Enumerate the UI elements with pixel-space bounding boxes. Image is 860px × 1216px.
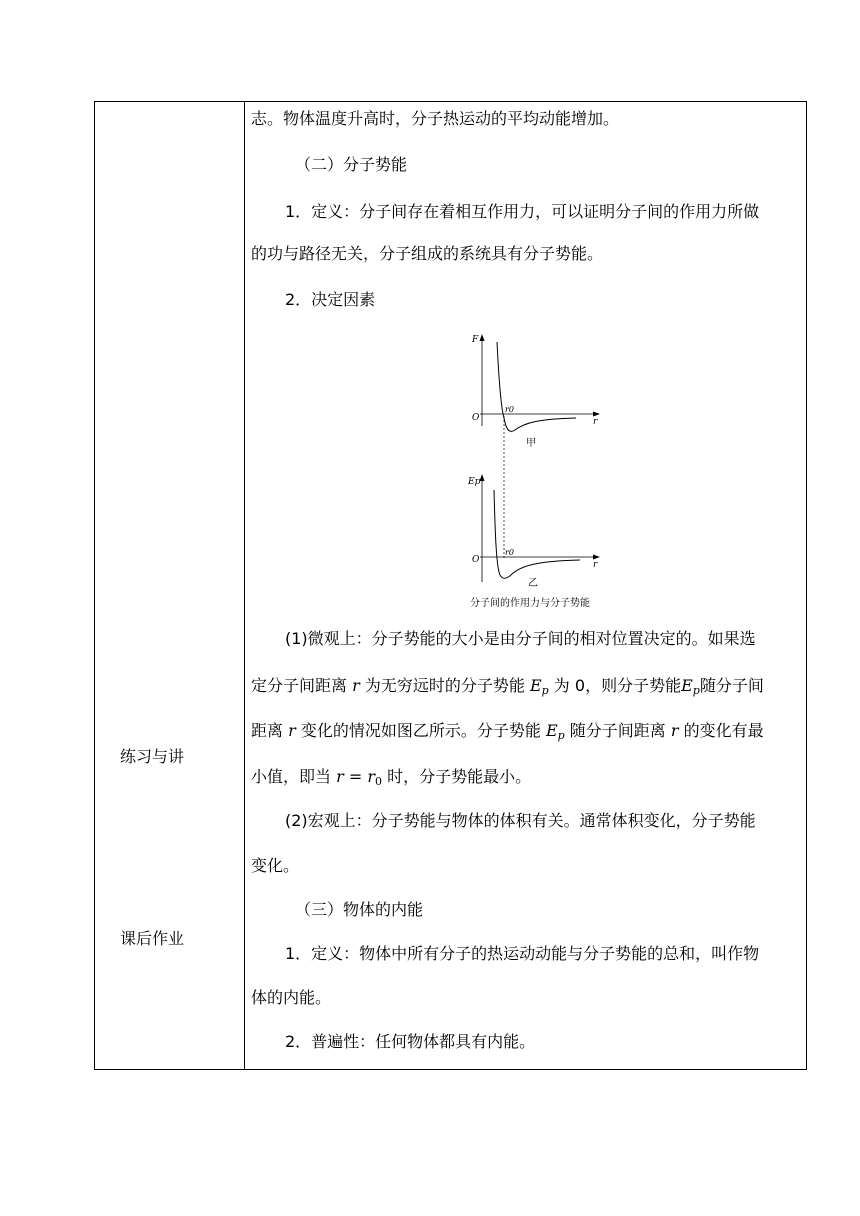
force-curve <box>497 342 576 431</box>
potential-curve <box>494 490 580 578</box>
section-heading-internal-energy: （三）物体的内能 <box>295 900 424 919</box>
practice-label: 练习与讲 <box>120 747 185 766</box>
column-divider <box>244 101 245 1070</box>
universality-line: 2．普遍性：任何物体都具有内能。 <box>285 1032 536 1051</box>
definition-line: 的功与路径无关，分子组成的系统具有分子势能。 <box>251 244 604 263</box>
micro-line: (1)微观上：分子势能的大小是由分子间的相对位置决定的。如果选 <box>285 629 756 648</box>
r0-label: r0 <box>505 548 514 557</box>
symbol-r: r <box>288 721 296 740</box>
symbol-ep: Ep <box>529 676 549 697</box>
r0-label: r0 <box>505 405 514 414</box>
factors-heading: 2．决定因素 <box>285 290 376 309</box>
section-heading-molecular-potential: （二）分子势能 <box>295 155 408 174</box>
definition-line: 1．定义：分子间存在着相互作用力，可以证明分子间的作用力所做 <box>285 202 760 221</box>
internal-definition-line: 1．定义：物体中所有分子的热运动动能与分子势能的总和，叫作物 <box>285 944 760 963</box>
symbol-r: r <box>670 721 679 740</box>
origin-label: O <box>472 555 480 565</box>
figure-caption: 分子间的作用力与分子势能 <box>470 598 590 609</box>
micro-line: 距离 r 变化的情况如图乙所示。分子势能 Ep 随分子间距离 r 的变化有最 <box>251 721 764 742</box>
chart-force <box>471 334 600 449</box>
symbol-r0: r0 <box>367 767 382 788</box>
y-axis-label: F <box>472 335 479 345</box>
macro-line: 变化。 <box>251 856 300 875</box>
internal-definition-line: 体的内能。 <box>251 988 332 1007</box>
homework-label: 课后作业 <box>120 929 185 948</box>
macro-line: (2)宏观上：分子势能与物体的体积有关。通常体积变化，分子势能 <box>285 811 756 830</box>
micro-line: 小值，即当 r = r0 时，分子势能最小。 <box>251 767 532 788</box>
force-potential-figure <box>468 328 616 614</box>
x-axis-arrow <box>593 555 600 560</box>
origin-label: O <box>472 413 480 423</box>
symbol-ep: Ep <box>681 676 700 697</box>
micro-line: 定分子间距离 r 为无穷远时的分子势能 Ep 为 0，则分子势能Ep随分子间 <box>251 676 764 697</box>
symbol-ep: Ep <box>545 721 565 742</box>
x-axis-label: r <box>593 417 598 427</box>
symbol-r: r <box>352 676 360 695</box>
x-axis-arrow <box>593 412 600 417</box>
x-axis-label: r <box>593 560 598 570</box>
symbol-r: r <box>336 767 344 786</box>
chart-potential <box>468 474 600 589</box>
y-axis-arrow <box>480 334 485 341</box>
para-line: 志。物体温度升高时，分子热运动的平均动能增加。 <box>251 109 620 128</box>
y-axis-label: Ep <box>468 477 481 487</box>
panel-label: 乙 <box>528 578 538 589</box>
panel-label: 甲 <box>526 438 536 449</box>
